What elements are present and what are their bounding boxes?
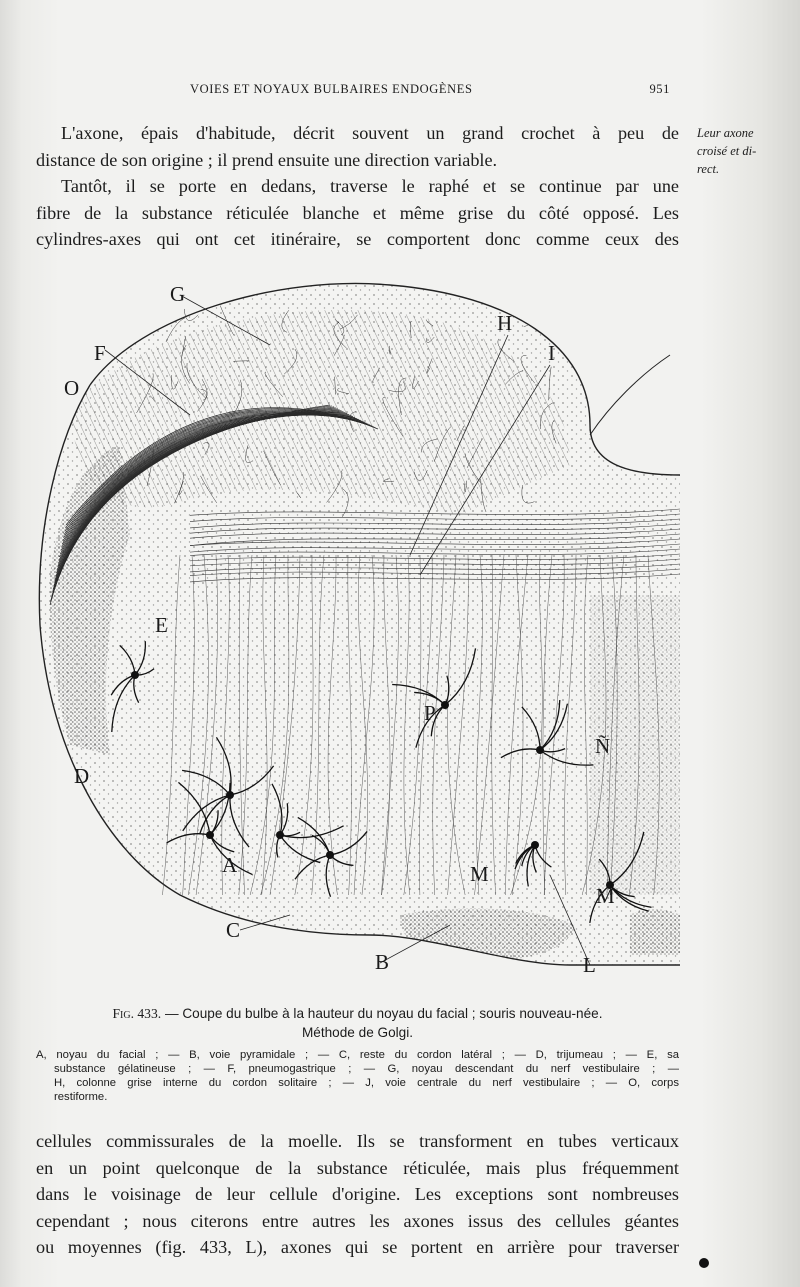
figure-433-illustration [30,275,680,975]
legend-line: A, noyau du facial ; — B, voie pyramidale ; — C, reste du cordon latéral ; — D, trijumeau ; — E, sa [36,1049,679,1061]
ink-dot [699,1258,709,1268]
text-line: cependant ; nous citerons entre autres les axones issus des cellules géantes [36,1210,679,1231]
page-number: 951 [649,82,670,96]
section-shading [30,275,680,975]
legend-line: H, colonne grise interne du cordon solitaire ; — J, voie centrale du nerf vestibulaire ; — O, corps [54,1077,679,1089]
legend-line: restiforme. [54,1091,108,1103]
text-line: Tantôt, il se porte en dedans, traverse le raphé et se continue par une [61,176,679,196]
caption-text: — Coupe du bulbe à la hauteur du noyau du facial ; souris nouveau-née. [161,1006,603,1021]
fig-label-m2: M [596,884,615,908]
fig-label-m1: M [470,862,489,886]
margin-note-line: Leur axone [697,126,754,140]
fig-label-g: G [170,282,186,306]
running-header [36,82,676,100]
fig-label-b: B [375,950,390,974]
text-line: cylindres-axes qui ont cet itinéraire, se comportent donc comme ceux des [36,229,679,249]
fig-label-p: P [424,701,436,725]
top-paragraph [36,120,679,253]
fig-label-c: C [226,918,241,942]
figure-caption [36,1004,679,1042]
text-line: L'axone, épais d'habitude, décrit souvent un grand crochet à peu de [61,123,679,143]
running-title: VOIES ET NOYAUX BULBAIRES ENDOGÈNES [190,82,473,96]
text-line: cellules commissurales de la moelle. Ils se transforment en tubes verticaux [36,1131,679,1151]
text-line: ou moyennes (fig. 433, L), axones qui se portent en arrière pour traverser [36,1237,679,1257]
fig-label-n-tilde: Ñ [595,734,611,758]
fig-label-l: L [583,953,596,975]
text-line: en un point quelconque de la substance réticulée, mais plus fréquemment [36,1157,679,1178]
figure-number: Fig. 433. [112,1006,162,1021]
bulb-section-drawing [30,275,680,975]
bottom-paragraph [36,1128,679,1261]
fig-label-a: A [222,853,238,877]
fig-label-e: E [155,613,168,637]
fig-label-o: O [64,376,80,400]
margin-note [697,124,800,178]
text-line: fibre de la substance réticulée blanche et même grise du côté opposé. Les [36,202,679,223]
fig-label-i: I [548,341,555,365]
text-line: dans le voisinage de leur cellule d'origine. Les exceptions sont nombreuses [36,1184,679,1204]
figure-legend [36,1048,679,1104]
fig-label-h: H [497,311,513,335]
legend-line: substance gélatineuse ; — F, pneumogastrique ; — G, noyau descendant du nerf vestibulaire ; — [54,1063,679,1075]
fig-label-f: F [94,341,106,365]
margin-note-line: rect. [697,162,720,176]
caption-line-1 [36,1004,679,1023]
fig-label-d: D [74,764,90,788]
margin-note-line: croisé et di- [697,144,757,158]
text-line: distance de son origine ; il prend ensuite une direction variable. [36,149,498,170]
caption-line-2: Méthode de Golgi. [301,1025,414,1040]
